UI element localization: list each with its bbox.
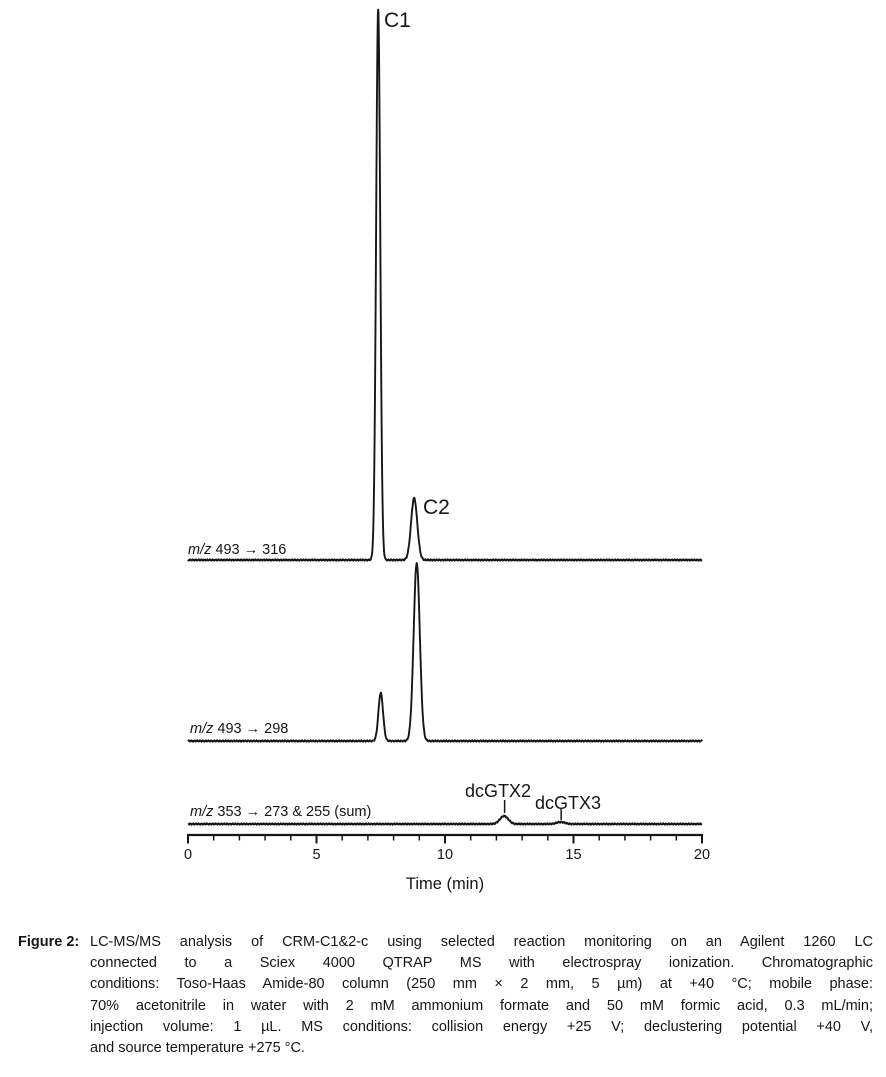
x-axis-title: Time (min) <box>405 875 485 893</box>
mz-italic: m/z <box>190 721 214 737</box>
peak-label-c2: C2 <box>423 496 450 519</box>
x-tick-label-20: 20 <box>693 847 711 863</box>
caption-line: conditions: Toso-Haas Amide-80 column (250 mm × 2 mm, 5 µm) at +40 °C; mobile phase: <box>90 976 873 993</box>
transition-text: 353 → 273 & 255 (sum) <box>213 804 372 820</box>
trace-label-mz-493-316 <box>188 543 286 558</box>
figure-caption <box>18 932 873 1059</box>
transition-text: 493 → 298 <box>213 721 289 737</box>
mz-italic: m/z <box>188 542 212 558</box>
caption-line: injection volume: 1 µL. MS conditions: collision energy +25 V; declustering potential +40 V, <box>90 1018 873 1035</box>
trace-1-curve <box>188 10 702 561</box>
trace-2-curve <box>188 563 702 742</box>
trace-label-mz-493-298 <box>190 722 288 737</box>
mz-italic: m/z <box>190 804 214 820</box>
caption-line: connected to a Sciex 4000 QTRAP MS with electrospray ionization. Chromatographic <box>90 955 873 972</box>
x-tick-label-15: 15 <box>565 847 582 863</box>
x-tick-label-5: 5 <box>312 847 321 863</box>
x-tick-label-10: 10 <box>436 847 454 863</box>
peak-label-c1: C1 <box>384 9 411 32</box>
peak-label-dcgtx2: dcGTX2 <box>464 781 532 801</box>
caption-line: and source temperature +275 °C. <box>90 1040 305 1057</box>
peak-label-dcgtx3: dcGTX3 <box>534 793 602 813</box>
trace-label-mz-353-273-255 <box>190 805 371 820</box>
x-tick-label-0: 0 <box>183 847 193 863</box>
figure-number-label: Figure 2: <box>18 934 80 950</box>
transition-text: 493 → 316 <box>211 542 287 558</box>
caption-line: LC-MS/MS analysis of CRM-C1&2-c using selected reaction monitoring on an Agilent 1260 LC <box>90 934 873 950</box>
caption-line: 70% acetonitrile in water with 2 mM ammonium formate and 50 mM formic acid, 0.3 mL/min; <box>90 997 873 1014</box>
